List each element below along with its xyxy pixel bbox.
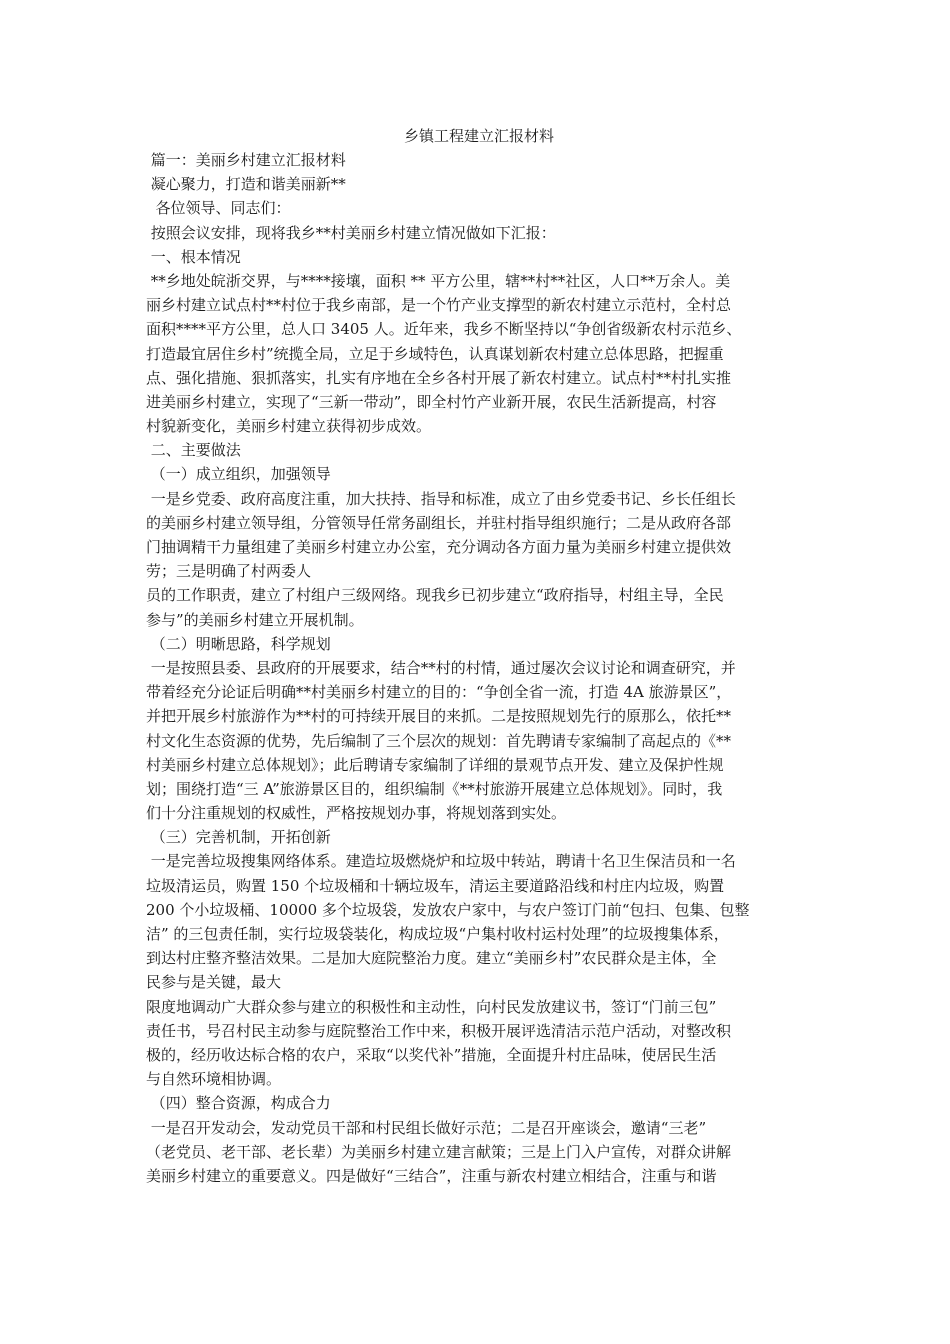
text-line: 一是乡党委、政府高度注重，加大扶持、指导和标准，成立了由乡党委书记、乡长任组长 — [146, 489, 736, 508]
text-line: 门抽调精干力量组建了美丽乡村建立办公室，充分调动各方面力量为美丽乡村建立提供效 — [146, 538, 732, 556]
text-line: 美丽乡村建立的重要意义。四是做好“三结合”，注重与新农村建立相结合，注重与和谐 — [146, 1166, 717, 1185]
text-line: 一、根本情况 — [146, 247, 241, 266]
text-line: （一）成立组织，加强领导 — [146, 465, 331, 484]
text-line: 劳；三是明确了村两委人 — [146, 562, 312, 581]
text-line: 二、主要做法 — [146, 441, 241, 460]
text-line: 各位领导、同志们： — [146, 199, 291, 218]
text-line: 并把开展乡村旅游作为**村的可持续开展目的来抓。二是按照规划先行的原那么，依托** — [146, 707, 732, 726]
text-line: 带着经充分论证后明确**村美丽乡村建立的目的：“争创全省一流，打造 4A 旅游景区”， — [146, 683, 732, 702]
text-line: 一是完善垃圾搜集网络体系。建造垃圾燃烧炉和垃圾中转站，聘请十名卫生保洁员和一名 — [146, 852, 736, 871]
text-line: 的美丽乡村建立领导组，分管领导任常务副组长，并驻村指导组织施行；二是从政府各部 — [146, 513, 732, 532]
text-line: 洁” 的三包责任制，实行垃圾袋装化，构成垃圾“户集村收村运村处理”的垃圾搜集体系， — [146, 925, 729, 943]
text-line: 凝心聚力，打造和谐美丽新** — [146, 175, 346, 194]
text-line: （三）完善机制，开拓创新 — [146, 828, 331, 847]
text-line: 篇一：美丽乡村建立汇报材料 — [146, 151, 346, 169]
text-line: 村貌新变化，美丽乡村建立获得初步成效。 — [146, 417, 432, 436]
text-line: 点、强化措施、狠抓落实，扎实有序地在全乡各村开展了新农村建立。试点村**村扎实推 — [146, 368, 732, 387]
text-line: 面积****平方公里，总人口 3405 人。近年来，我乡不断坚持以“争创省级新农村示范乡、 — [146, 320, 742, 339]
text-line: 村文化生态资源的优势，先后编制了三个层次的规划：首先聘请专家编制了高起点的《** — [146, 731, 732, 750]
text-line: 丽乡村建立试点村**村位于我乡南部，是一个竹产业支撑型的新农村建立示范村，全村总 — [146, 296, 732, 315]
text-line: 按照会议安排，现将我乡**村美丽乡村建立情况做如下汇报： — [146, 223, 556, 242]
text-line: **乡地处皖浙交界，与****接壤，面积 ** 平方公里，辖**村**社区，人口**万余人。美 — [146, 271, 731, 290]
text-line: （老党员、老干部、老长辈）为美丽乡村建立建言献策；三是上门入户宣传，对群众讲解 — [146, 1142, 732, 1161]
document-body — [146, 148, 818, 1188]
text-line: 参与”的美丽乡村建立开展机制。 — [146, 610, 364, 629]
text-line: 极的，经历收达标合格的农户，采取“以奖代补”措施，全面提升村庄品味，使居民生活 — [146, 1045, 717, 1064]
text-line: 一是召开发动会，发动党员干部和村民组长做好示范；二是召开座谈会，邀请“三老” — [146, 1118, 707, 1137]
text-line: 限度地调动广大群众参与建立的积极性和主动性，向村民发放建议书，签订“门前三包” — [146, 997, 717, 1016]
text-line: 划；围绕打造“三 A”旅游景区目的，组织编制《**村旅游开展建立总体规划》。同时，我 — [146, 779, 723, 798]
text-line: 进美丽乡村建立，实现了“三新一带动”，即全村竹产业新开展，农民生活新提高，村容 — [146, 392, 717, 411]
document-title: 乡镇工程建立汇报材料 — [403, 127, 554, 145]
text-line: 员的工作职责，建立了村组户三级网络。现我乡已初步建立“政府指导，村组主导，全民 — [146, 586, 724, 605]
text-line: 200 个小垃圾桶、10000 多个垃圾袋，发放农户家中，与农户签订门前“包扫、包集、包整 — [146, 900, 750, 919]
text-line: 责任书，号召村民主动参与庭院整治工作中来，积极开展评选清洁示范户活动，对整改积 — [146, 1021, 732, 1040]
text-line: 们十分注重规划的权威性，严格按规划办事，将规划落到实处。 — [146, 804, 567, 823]
text-line: （四）整合资源，构成合力 — [146, 1094, 331, 1113]
text-line: 垃圾清运员，购置 150 个垃圾桶和十辆垃圾车，清运主要道路沿线和村庄内垃圾，购置 — [146, 876, 725, 895]
text-line: 打造最宜居住乡村”统揽全局，立足于乡域特色，认真谋划新农村建立总体思路，把握重 — [146, 344, 724, 363]
text-line: 一是按照县委、县政府的开展要求，结合**村的村情，通过屡次会议讨论和调查研究，并 — [146, 658, 736, 677]
text-line: 与自然环境相协调。 — [146, 1070, 282, 1089]
text-line: 到达村庄整齐整洁效果。二是加大庭院整治力度。建立“美丽乡村”农民群众是主体，全 — [146, 949, 717, 968]
text-line: （二）明晰思路，科学规划 — [146, 634, 331, 653]
text-line: 村美丽乡村建立总体规划》；此后聘请专家编制了详细的景观节点开发、建立及保护性规 — [146, 755, 724, 774]
text-line: 民参与是关键，最大 — [146, 973, 282, 992]
